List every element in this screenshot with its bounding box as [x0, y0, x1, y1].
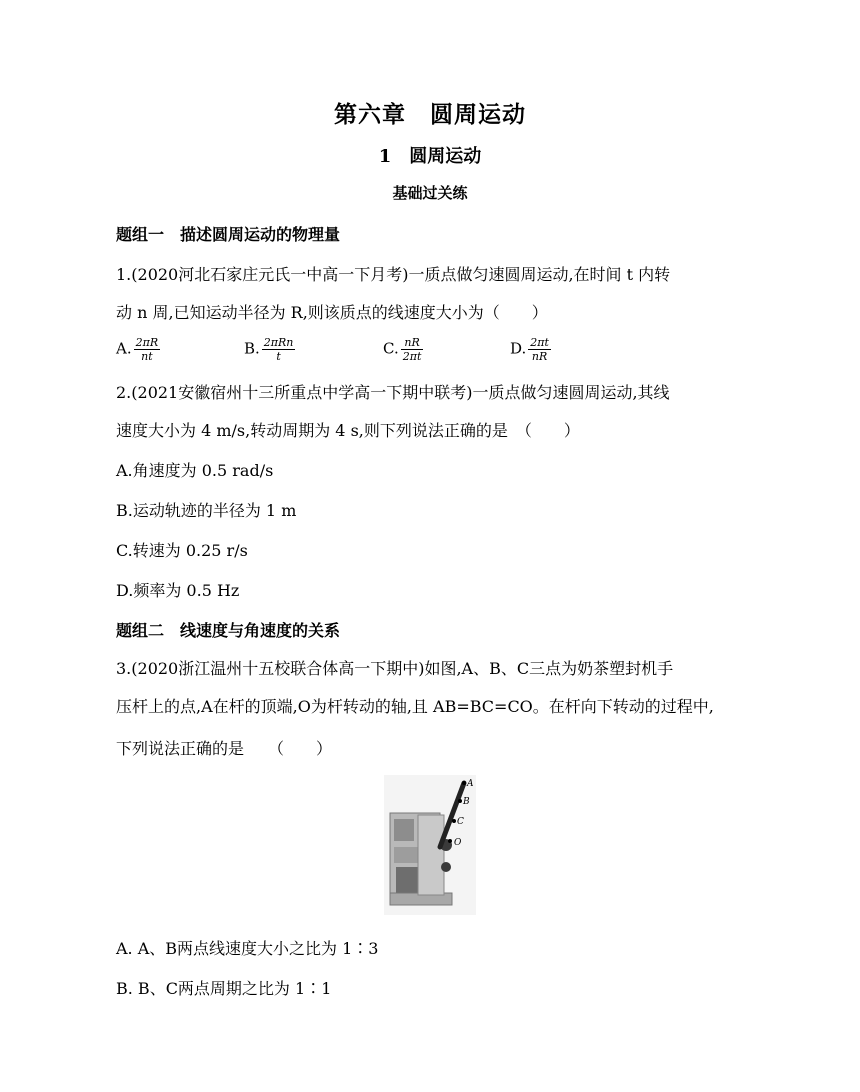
option-letter: B.: [244, 339, 260, 358]
fraction-denominator: nR: [531, 350, 548, 363]
label-a: A: [467, 779, 474, 789]
fraction-denominator: t: [276, 350, 281, 363]
option-letter: D.: [510, 339, 527, 358]
group1-title: 题组一 描述圆周运动的物理量: [116, 225, 341, 244]
fraction-numerator: nR: [401, 336, 424, 350]
fraction-numerator: 2πt: [530, 336, 549, 349]
q1-option-a: [116, 336, 160, 363]
fraction: [134, 336, 161, 363]
fraction: [401, 336, 424, 363]
q2-option-b: B.运动轨迹的半径为 1 m: [116, 501, 297, 520]
q2-line2: 速度大小为 4 m/s,转动周期为 4 s,则下列说法正确的是 （ ）: [116, 421, 580, 440]
fraction: [262, 336, 296, 363]
option-letter: C.: [383, 339, 399, 358]
q1-option-c: [383, 336, 423, 363]
label-c: C: [457, 817, 464, 827]
q1-option-d: [510, 336, 551, 363]
q1-option-b: [244, 336, 295, 363]
q3-option-a: A. A、B两点线速度大小之比为 1∶3: [116, 939, 379, 958]
q2-option-d: D.频率为 0.5 Hz: [116, 581, 240, 600]
q1-line1: 1.(2020河北石家庄元氏一中高一下月考)一质点做匀速圆周运动,在时间 t 内转: [116, 265, 671, 284]
subtitle: 基础过关练: [392, 184, 468, 202]
q2-option-a: A.角速度为 0.5 rad/s: [116, 461, 274, 480]
option-letter: A.: [116, 339, 132, 358]
q1-line2: 动 n 周,已知运动半径为 R,则该质点的线速度大小为（ ）: [116, 303, 548, 322]
q3-option-b: B. B、C两点周期之比为 1∶1: [116, 979, 332, 998]
label-o: O: [454, 838, 462, 848]
chapter-title: 第六章 圆周运动: [334, 101, 526, 128]
q3-line1: 3.(2020浙江温州十五校联合体高一下期中)如图,A、B、C三点为奶茶塑封机手: [116, 659, 674, 678]
sealing-machine-figure: [384, 775, 476, 915]
group2-title: 题组二 线速度与角速度的关系: [116, 621, 341, 640]
sealing-machine-image: [384, 775, 476, 915]
fraction: [528, 336, 551, 363]
q2-line1: 2.(2021安徽宿州十三所重点中学高一下期中联考)一质点做匀速圆周运动,其线: [116, 383, 670, 402]
fraction-numerator: 2πRn: [263, 336, 294, 349]
fraction-denominator: 2πt: [402, 350, 422, 363]
fraction-denominator: nt: [141, 350, 153, 363]
q3-line2: 压杆上的点,A在杆的顶端,O为杆转动的轴,且 AB=BC=CO。在杆向下转动的过程中,: [116, 697, 714, 716]
fraction-numerator: 2πR: [135, 336, 159, 349]
section-title: 1 圆周运动: [378, 146, 482, 167]
label-b: B: [463, 797, 470, 807]
q3-line3: 下列说法正确的是 （ ）: [116, 739, 333, 758]
q2-option-c: C.转速为 0.25 r/s: [116, 541, 248, 560]
